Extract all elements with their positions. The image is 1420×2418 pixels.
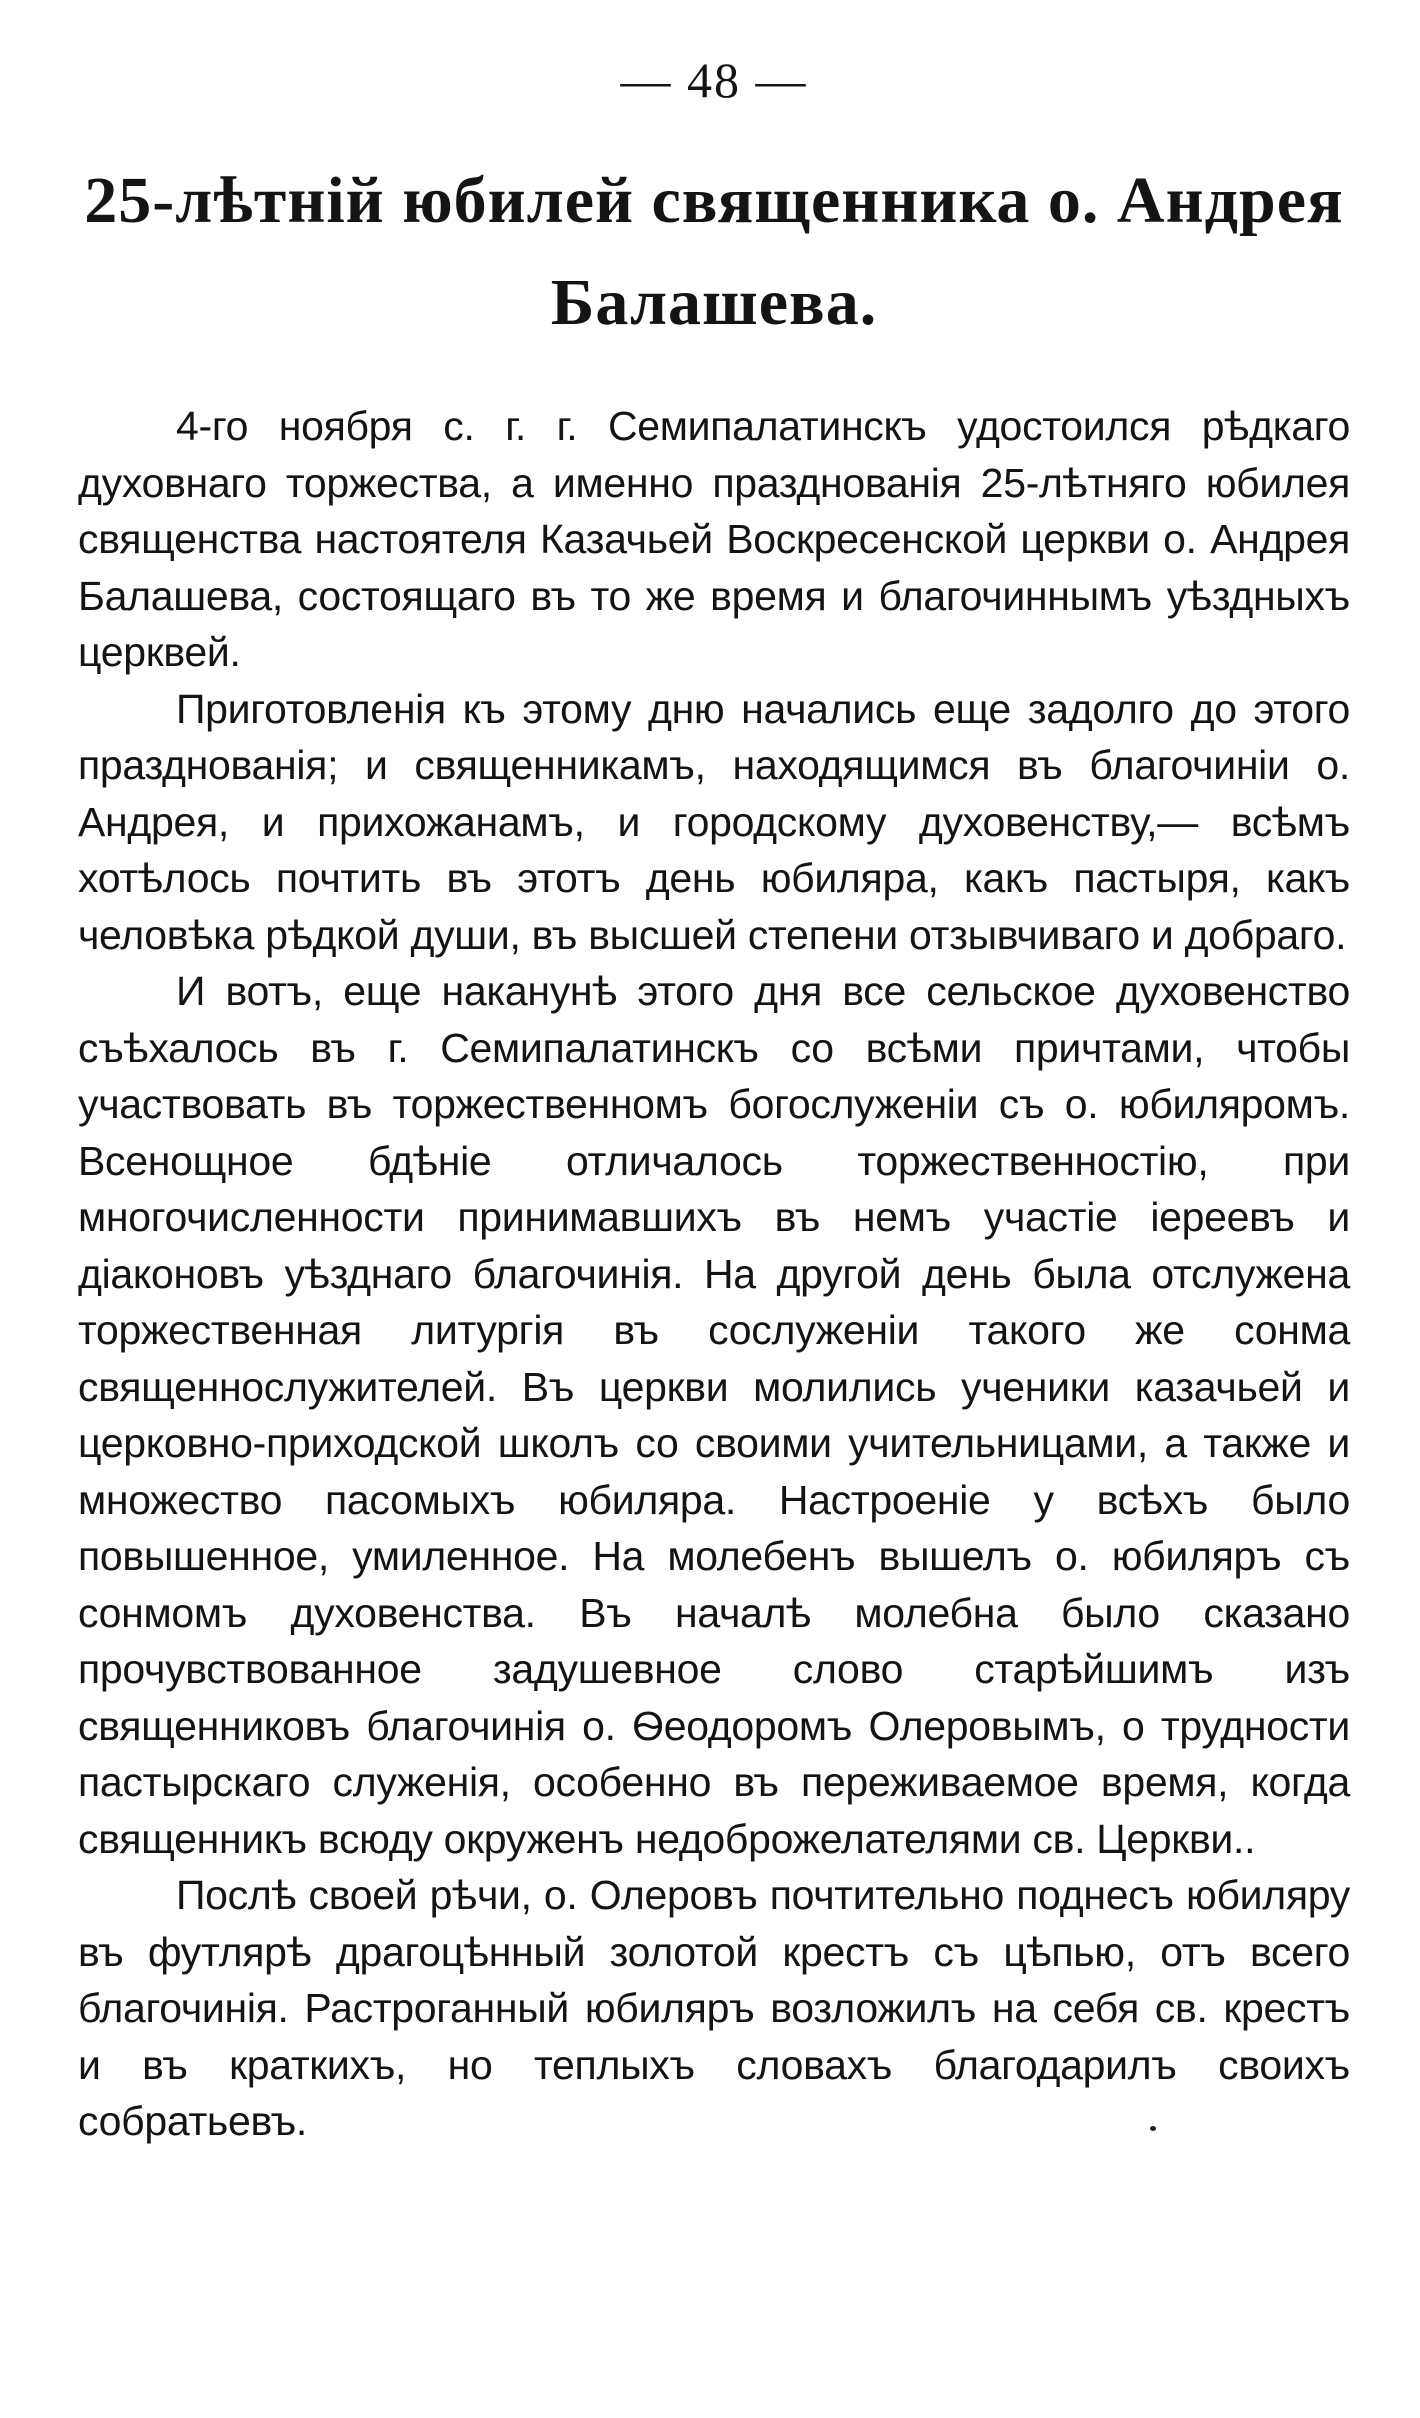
paragraph-1: 4-го ноября с. г. г. Семипалатинскъ удостоился рѣдкаго духовнаго торжества, а именно празднованія 25-лѣтняго юбилея священства настоятеля Казачьей Воскресенской церкви о. Андрея Балашева, состоящаго въ то же время и благочиннымъ уѣздныхъ церквей. [78, 403, 1350, 675]
document-page [78, 40, 1350, 2380]
paragraph-2: Приготовленія къ этому дню начались еще задолго до этого празднованія; и священникамъ, находящимся въ благочиніи о. Андрея, и прихожанамъ, и городскому духовенству,— всѣмъ хотѣлось почтить въ этотъ день юбиляра, какъ пастыря, какъ человѣка рѣдкой души, въ высшей степени отзывчиваго и добраго. [78, 685, 1350, 958]
article-body [78, 398, 1350, 2150]
ink-speck [1150, 2126, 1156, 2131]
paragraph-3: И вотъ, еще наканунѣ этого дня все сельское духовенство съѣхалось въ г. Семипалатинскъ со всѣми причтами, чтобы участвовать въ торжественномъ богослуженіи съ о. юбиляромъ. Всенощное бдѣніе отличалось торжественностію, при многочисленности принимавшихъ въ немъ участіе іереевъ и діаконовъ уѣзднаго благочинія. На другой день была отслужена торжественная литургія въ сослуженіи такого же сонма священнослужителей. Въ церкви молились ученики казачьей и церковно-приходской школъ со своими учительницами, а также и множество пасомыхъ юбиляра. Настроеніе у всѣхъ было повышенное, умиленное. На молебенъ вышелъ о. юбиляръ съ сонмомъ духовенства. Въ началѣ молебна было сказано прочувствованное задушевное слово старѣйшимъ изъ священниковъ благочинія о. Ѳеодоромъ Олеровымъ, о трудности пастырскаго служенія, особенно въ переживаемое время, когда священникъ всюду окруженъ недоброжелателями св. Церкви.. [78, 968, 1350, 1862]
page-number: — 48 — [620, 52, 808, 108]
article-title [78, 150, 1350, 354]
article-title-line-1: 25-лѣтній юбилей священника о. Андрея [84, 164, 1344, 237]
article-title-line-2: Балашева. [550, 266, 878, 339]
paragraph-4: Послѣ своей рѣчи, о. Олеровъ почтительно поднесъ юбиляру въ футлярѣ драгоцѣнный золотой крестъ съ цѣпью, отъ всего благочинія. Растроганный юбиляръ возложилъ на себя св. крестъ и въ краткихъ, но теплыхъ словахъ благодарилъ своихъ собратьевъ. [78, 1872, 1350, 2144]
